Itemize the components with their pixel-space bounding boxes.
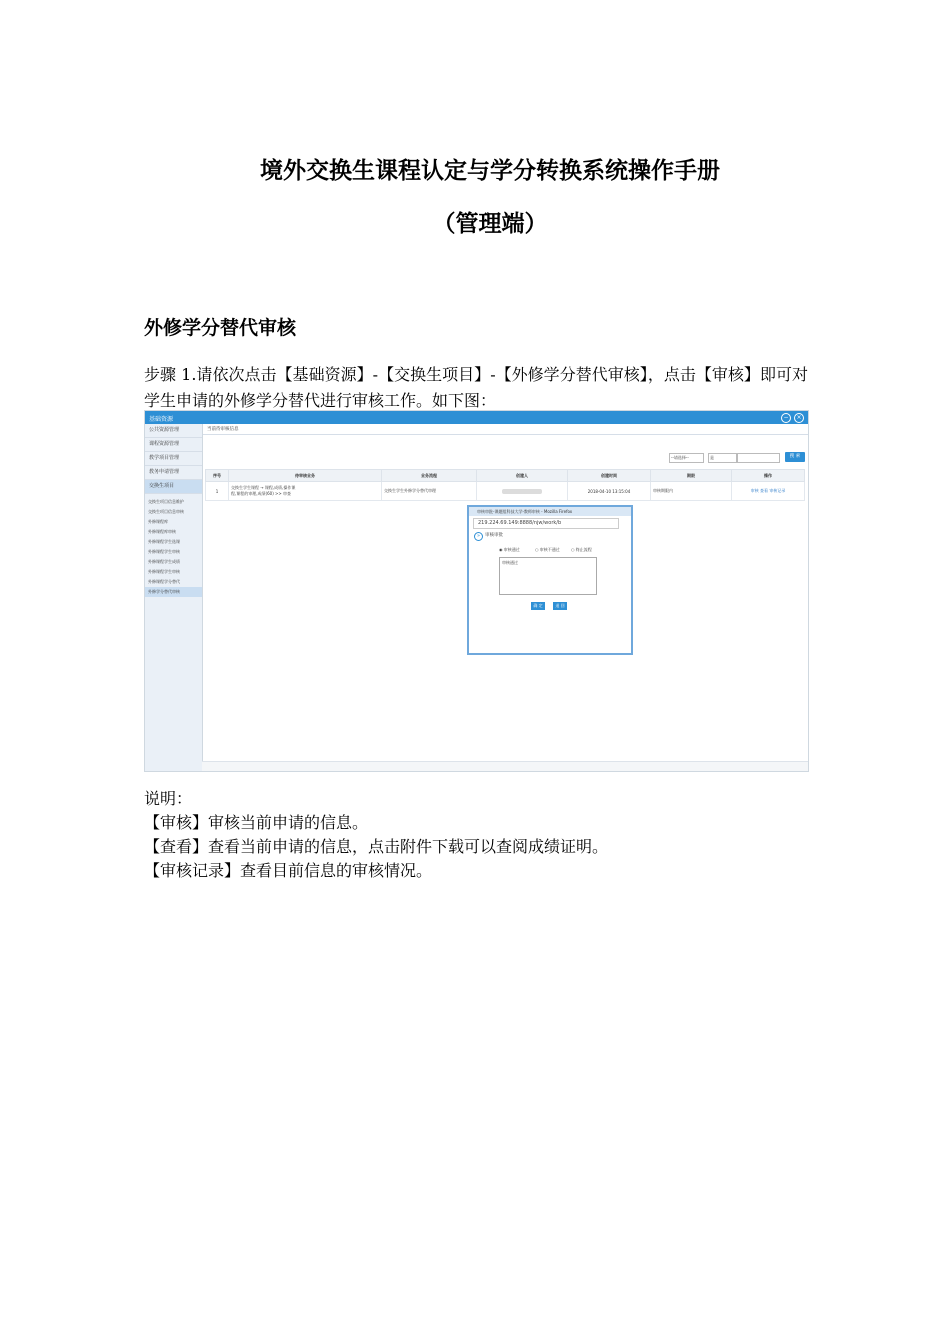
cell-process: 交换生学生外修学分替代审理: [382, 482, 477, 501]
sidebar-subitem[interactable]: 交换生项目信息维护: [148, 499, 184, 504]
search-button[interactable]: 搜 索: [785, 452, 805, 462]
breadcrumb: [203, 424, 808, 435]
sidebar-subitem[interactable]: 外修课程学生选课: [148, 539, 180, 544]
radio-reject[interactable]: ○ 审核不通过: [535, 547, 560, 552]
status-bar: [202, 761, 808, 772]
sidebar-subitem-active[interactable]: 外修学分替代审核: [145, 587, 202, 597]
cell-period: 审核期限内: [651, 482, 732, 501]
col-header: 待审核业务: [229, 470, 382, 482]
popup-subtitle: 审核审批: [485, 533, 503, 538]
radio-reject-label: 审核不通过: [539, 547, 560, 552]
step-paragraph: 步骤 1.请依次点击【基础资源】-【交换生项目】-【外修学分替代审核】，点击【审核】即可对学生申请的外修学分替代进行审核工作。如下图：: [144, 365, 808, 410]
expand-icon[interactable]: »: [474, 532, 483, 541]
table-row: [206, 482, 805, 501]
cell-ops: [732, 482, 805, 501]
note-audit: 【审核】审核当前申请的信息。: [144, 813, 369, 832]
doc-subtitle: （管理端）: [432, 211, 548, 237]
col-header: 业务流程: [382, 470, 477, 482]
col-header: 操作: [732, 470, 805, 482]
cell-business: [229, 482, 382, 501]
sidebar: [145, 424, 203, 771]
notes: [144, 787, 608, 883]
filter-select-2[interactable]: 是: [708, 453, 737, 463]
audit-record-link[interactable]: 审核记录: [769, 488, 786, 493]
popup-title: 审核审批-课题组科技大学-教师审核 - Mozilla Firefox: [469, 507, 631, 516]
audit-link[interactable]: 审核: [750, 488, 759, 493]
comment-textarea[interactable]: 审核通过: [499, 557, 597, 595]
section-heading: 外修学分替代审核: [144, 317, 297, 339]
popup-address-bar[interactable]: 219.224.69.149:8888/njw/work/b: [473, 518, 619, 529]
cell-time: 2018-04-10 13:15:04: [568, 482, 651, 501]
sidebar-item[interactable]: 教学项目管理: [145, 452, 202, 466]
search-input[interactable]: [737, 453, 780, 463]
notes-heading: 说明：: [144, 789, 193, 808]
app-header: [145, 411, 808, 424]
col-header: 序号: [206, 470, 229, 482]
note-record: 【审核记录】查看目前信息的审核情况。: [144, 861, 433, 880]
audit-popup: [467, 505, 633, 655]
sidebar-subitem[interactable]: 外修课程学生成绩: [148, 559, 180, 564]
col-header: 创建人: [477, 470, 568, 482]
note-view: 【查看】查看当前申请的信息，点击附件下载可以查阅成绩证明。: [144, 837, 609, 856]
cell-no: 1: [206, 482, 229, 501]
sidebar-item[interactable]: 教务申请管理: [145, 466, 202, 480]
radio-terminate[interactable]: ○ 终止流程: [571, 547, 592, 552]
cell-creator: [477, 482, 568, 501]
cell-business-line1: 交换生学生课程 → 课程,成绩,操作课: [231, 485, 296, 490]
col-header: 创建时间: [568, 470, 651, 482]
radio-approve-label: 审核通过: [503, 547, 520, 552]
radio-approve[interactable]: ◉ 审核通过: [499, 547, 520, 552]
main-panel: [203, 424, 808, 771]
sidebar-subitem[interactable]: 外修课程学生审核: [148, 569, 180, 574]
view-link[interactable]: 查看: [760, 488, 768, 493]
cell-business-line2: 程,课程的审理,成绩(60) >> 审查: [231, 491, 291, 496]
col-header: 期限: [651, 470, 732, 482]
minimize-icon[interactable]: −: [781, 413, 791, 423]
sidebar-item-exchange[interactable]: 交换生项目: [145, 480, 202, 494]
close-icon[interactable]: ×: [794, 413, 804, 423]
doc-title: 境外交换生课程认定与学分转换系统操作手册: [260, 158, 720, 184]
sidebar-item[interactable]: 课程资源管理: [145, 438, 202, 452]
sidebar-subitem[interactable]: 外修课程学分替代: [148, 579, 180, 584]
confirm-button[interactable]: 确 定: [531, 602, 545, 610]
sidebar-subitem[interactable]: 外修课程库: [148, 519, 168, 524]
data-table: [205, 469, 805, 501]
return-button[interactable]: 退 回: [553, 602, 567, 610]
screenshot: [144, 410, 809, 772]
sidebar-subitem[interactable]: 外修课程库审核: [148, 529, 176, 534]
app-header-title: 基础资源: [149, 416, 174, 423]
sidebar-subitem[interactable]: 交换生项目信息审核: [148, 509, 184, 514]
sidebar-item[interactable]: 公共资源管理: [145, 424, 202, 438]
filter-select-1[interactable]: --请选择--: [669, 453, 704, 463]
breadcrumb-label: 当前待审核信息: [207, 427, 239, 432]
sidebar-subitem[interactable]: 外修课程学生审核: [148, 549, 180, 554]
radio-terminate-label: 终止流程: [575, 547, 592, 552]
